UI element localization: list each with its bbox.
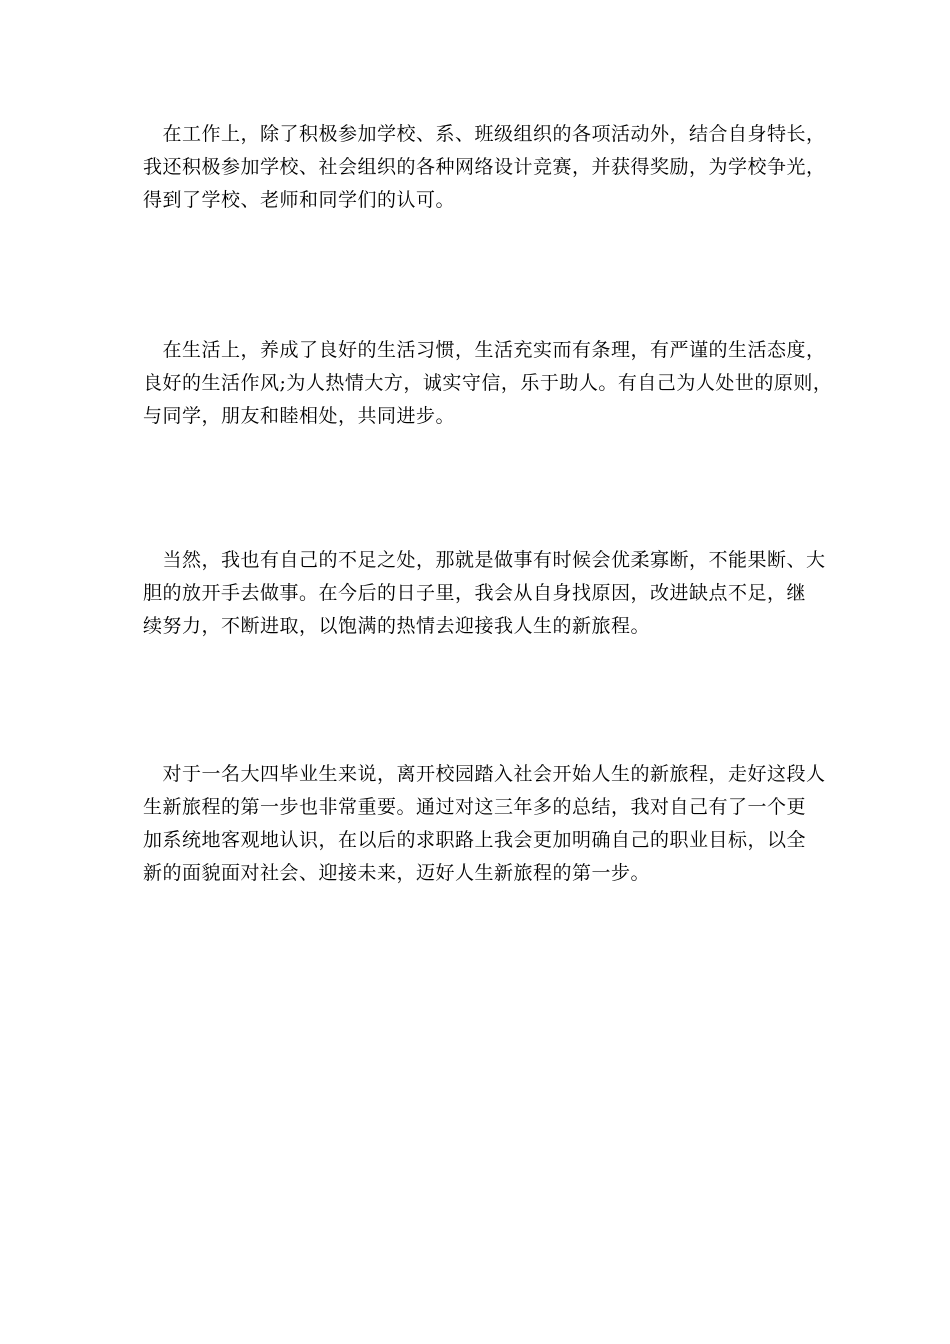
paragraph-life: [143, 334, 833, 433]
paragraph-line: 良好的生活作风;为人热情大方，诚实守信，乐于助人。有自己为人处世的原则，: [143, 372, 833, 394]
paragraph-line: 当然，我也有自己的不足之处，那就是做事有时候会优柔寡断，不能果断、大: [143, 549, 826, 571]
paragraph-line: 新的面貌面对社会、迎接未来，迈好人生新旅程的第一步。: [143, 862, 651, 884]
paragraph-line: 胆的放开手去做事。在今后的日子里，我会从自身找原因，改进缺点不足，继: [143, 582, 807, 604]
paragraph-line: 我还积极参加学校、社会组织的各种网络设计竞赛，并获得奖励，为学校争光，: [143, 156, 826, 178]
paragraph-line: 对于一名大四毕业生来说，离开校园踏入社会开始人生的新旅程，走好这段人: [143, 763, 826, 785]
paragraph-future: [143, 758, 833, 890]
paragraph-line: 得到了学校、老师和同学们的认可。: [143, 189, 456, 211]
paragraph-line: 续努力，不断进取，以饱满的热情去迎接我人生的新旅程。: [143, 615, 651, 637]
paragraph-line: 在生活上，养成了良好的生活习惯，生活充实而有条理，有严谨的生活态度，: [143, 339, 826, 361]
paragraph-line: 与同学，朋友和睦相处，共同进步。: [143, 405, 456, 427]
paragraph-line: 在工作上，除了积极参加学校、系、班级组织的各项活动外，结合自身特长，: [143, 123, 826, 145]
paragraph-line: 加系统地客观地认识，在以后的求职路上我会更加明确自己的职业目标，以全: [143, 829, 807, 851]
paragraph-weakness: [143, 544, 833, 643]
paragraph-work: [143, 118, 833, 217]
paragraph-line: 生新旅程的第一步也非常重要。通过对这三年多的总结，我对自己有了一个更: [143, 796, 807, 818]
